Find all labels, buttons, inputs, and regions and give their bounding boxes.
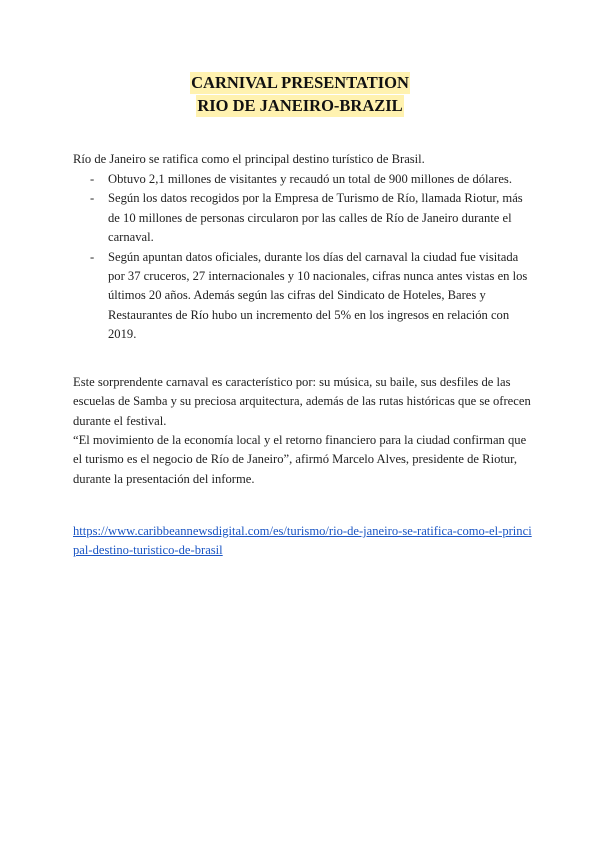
document-title: [0, 72, 600, 118]
list-item: [73, 170, 533, 189]
bullet-dash: -: [90, 249, 95, 264]
bullet-text: Obtuvo 2,1 millones de visitantes y recaudó un total de 900 millones de dólares.: [108, 172, 512, 186]
list-item: [73, 189, 533, 247]
intro-paragraph: Río de Janeiro se ratifica como el principal destino turístico de Brasil.: [73, 152, 425, 166]
bullet-text: Según los datos recogidos por la Empresa de Turismo de Río, llamada Riotur, más de 10 millones de personas circularon por las calles de Río de Janeiro durante el carnaval.: [108, 191, 523, 245]
bullet-dash: -: [90, 191, 95, 206]
bullet-dash: -: [90, 172, 95, 186]
title-line-2: RIO DE JANEIRO-BRAZIL: [197, 96, 403, 115]
source-link[interactable]: https://www.caribbeannewsdigital.com/es/turismo/rio-de-janeiro-se-ratifica-como-el-principal-destino-turistico-de-brasil: [73, 524, 532, 558]
bullet-list: [73, 170, 533, 345]
paragraph-carnival-features: Este sorprendente carnaval es característico por: su música, su baile, sus desfiles de las escuelas de Samba y su preciosa arquitectura, además de las rutas históricas que se ofrecen durante el festival.: [73, 375, 531, 428]
paragraph-quote: “El movimiento de la economía local y el retorno financiero para la ciudad confirman que el turismo es el negocio de Río de Janeiro”, afirmó Marcelo Alves, presidente de Riotur, durante la presentación del informe.: [73, 433, 527, 486]
title-line-1: CARNIVAL PRESENTATION: [191, 73, 409, 92]
bullet-text: Según apuntan datos oficiales, durante los días del carnaval la ciudad fue visitada por 37 cruceros, 27 internacionales y 10 nacionales, cifras nunca antes vistas en los últimos 20 años. Además según las cifras del Sindicato de Hoteles, Bares y Restaurantes de Río hubo un incremento del 5% en los ingresos en relación con 2019.: [108, 249, 528, 342]
list-item: [73, 248, 533, 345]
